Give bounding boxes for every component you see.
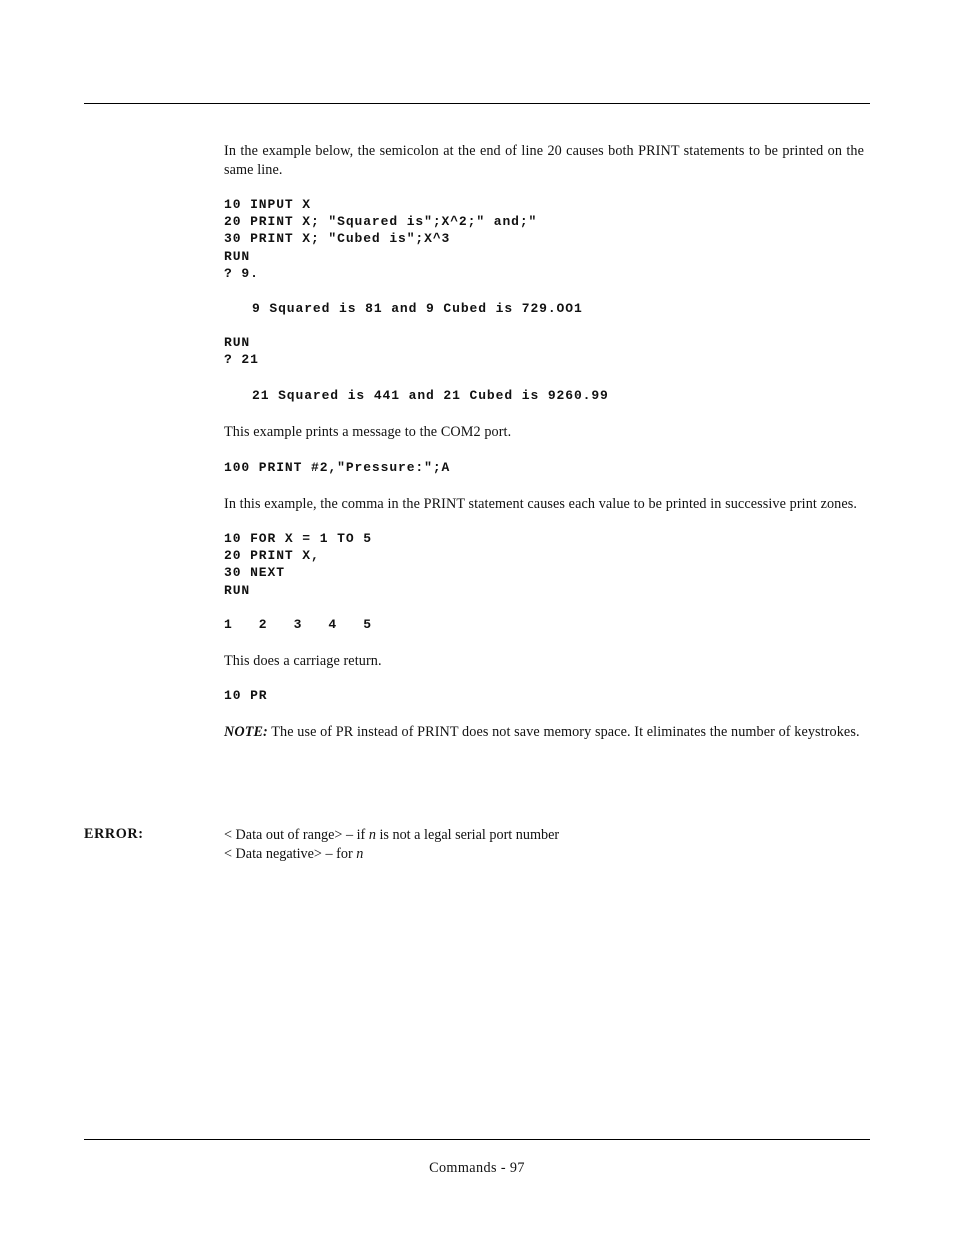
- header-rule: [84, 103, 870, 104]
- code-line: 20 PRINT X; "Squared is";X^2;" and;": [224, 214, 538, 230]
- code-line: 30 NEXT: [224, 565, 285, 581]
- example1-code: [224, 196, 864, 282]
- error-line-negative: [224, 845, 559, 864]
- comma-output: 1 2 3 4 5: [224, 616, 372, 632]
- error-text: is not a legal serial port number: [375, 827, 560, 843]
- note-paragraph: [224, 723, 864, 742]
- code-line: ? 21: [224, 352, 259, 368]
- error-variable: n: [356, 846, 364, 862]
- comma-paragraph: In this example, the comma in the PRINT statement causes each value to be printed in successive print zones.: [224, 496, 858, 513]
- code-line: RUN: [224, 335, 251, 351]
- com2-code: 100 PRINT #2,"Pressure:";A: [224, 459, 451, 475]
- example1-run2: [224, 334, 864, 368]
- error-line-range: [224, 826, 559, 845]
- error-label: ERROR:: [84, 826, 144, 842]
- code-line: 20 PRINT X,: [224, 548, 320, 564]
- example1-output2: 21 Squared is 441 and 21 Cubed is 9260.99: [252, 387, 609, 403]
- example1-output1: 9 Squared is 81 and 9 Cubed is 729.OO1: [252, 301, 583, 317]
- error-text: < Data negative> – for: [224, 846, 357, 862]
- comma-code: [224, 530, 864, 599]
- note-label: NOTE:: [224, 724, 268, 741]
- error-variable: n: [368, 827, 376, 843]
- cr-paragraph: This does a carriage return.: [224, 653, 382, 670]
- code-line: 10 FOR X = 1 TO 5: [224, 531, 372, 547]
- error-list: [224, 826, 559, 864]
- code-line: 10 INPUT X: [224, 197, 312, 212]
- footer-rule: [84, 1139, 870, 1140]
- cr-code: 10 PR: [224, 688, 268, 704]
- code-line: ? 9.: [224, 265, 259, 281]
- error-text: < Data out of range> – if: [224, 827, 369, 843]
- page-content: [224, 142, 864, 742]
- page-footer: Commands - 97: [429, 1160, 525, 1176]
- code-line: RUN: [224, 582, 251, 598]
- code-line: 30 PRINT X; "Cubed is";X^3: [224, 231, 451, 247]
- code-line: RUN: [224, 248, 251, 264]
- intro-paragraph: In the example below, the semicolon at the end of line 20 causes both PRINT statements to be printed on the same line.: [224, 143, 864, 178]
- note-text: The use of PR instead of PRINT does not save memory space. It eliminates the number of keystrokes.: [267, 724, 860, 741]
- com2-paragraph: This example prints a message to the COM2 port.: [224, 423, 512, 440]
